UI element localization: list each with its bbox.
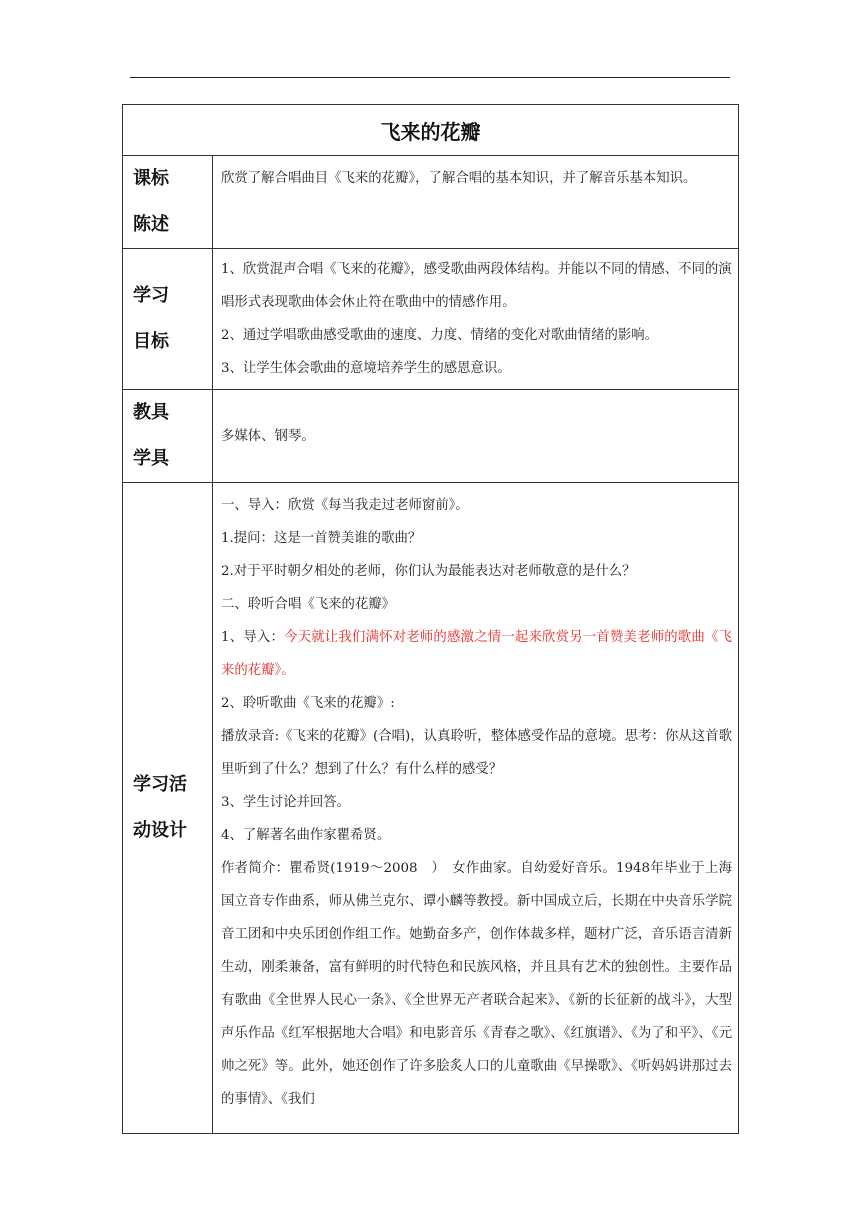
label-line: 学习活 <box>133 774 187 795</box>
objective-item: 2、通过学唱歌曲感受歌曲的速度、力度、情绪的变化对歌曲情绪的影响。 <box>221 328 659 343</box>
label-line: 学具 <box>133 448 169 469</box>
curriculum-paragraph: 欣赏了解合唱曲目《飞来的花瓣》，了解合唱的基本知识，并了解音乐基本知识。 <box>221 171 697 186</box>
label-line: 目标 <box>133 331 169 352</box>
header-rule <box>130 77 730 78</box>
tools-paragraph: 多媒体、钢琴。 <box>221 428 315 444</box>
label-line: 动设计 <box>133 820 187 841</box>
objective-item: 1、欣赏混声合唱《飞来的花瓣》，感受歌曲两段体结构。并能以不同的情感、不同的演唱形式表现歌曲体会休止符在歌曲中的情感作用。 <box>221 262 732 310</box>
activity-line: 2.对于平时朝夕相处的老师，你们认为最能表达对老师敬意的是什么？ <box>221 564 636 579</box>
tools-text <box>213 390 739 483</box>
curriculum-text <box>213 156 739 249</box>
activity-line: 2、聆听歌曲《飞来的花瓣》: <box>221 696 395 711</box>
intro-prefix: 1、导入： <box>221 630 285 645</box>
intro-highlight: 今天就让我们满怀对老师的感激之情一起来欣赏另一首赞美老师的歌曲《飞来的花瓣》。 <box>221 630 732 678</box>
activity-line: 播放录音:《飞来的花瓣》(合唱)，认真聆听，整体感受作品的意境。思考：你从这首歌里听到了什么？想到了什么？有什么样的感受？ <box>221 729 732 777</box>
activity-line: 二、聆听合唱《飞来的花瓣》 <box>221 597 396 612</box>
activity-line: 3、学生讨论并回答。 <box>221 795 351 810</box>
objectives-row <box>123 249 739 390</box>
lesson-plan-table <box>122 104 739 1134</box>
activities-text <box>213 483 739 1134</box>
label-line: 学习 <box>133 285 169 306</box>
tools-row <box>123 390 739 483</box>
objective-item: 3、让学生体会歌曲的意境培养学生的感恩意识。 <box>221 361 511 376</box>
composer-bio: 作者简介：瞿希贤(1919～2008 ） 女作曲家。自幼爱好音乐。1948年毕业于上海国立音专作曲系，师从佛兰克尔、谭小麟等教授。新中国成立后，长期在中央音乐学院音工团和中央乐团创作组工作。她勤奋多产，创作体裁多样，题材广泛，音乐语言清新生动，刚柔兼备，富有鲜明的时代特色和民族风格，并且具有艺术的独创性。主要作品有歌曲《全世界人民心一条》、《全世界无产者联合起来》、《新的长征新的战斗》，大型声乐作品《红军根据地大合唱》和电影音乐《青春之歌》、《红旗谱》、《为了和平》、《元帅之死》等。此外，她还创作了许多脍炙人口的儿童歌曲《早操歌》、《听妈妈讲那过去的事情》、《我们 <box>221 861 732 1107</box>
curriculum-row <box>123 156 739 249</box>
lesson-title: 飞来的花瓣 <box>123 105 739 156</box>
label-line: 教具 <box>133 402 169 423</box>
activity-line: 1.提问：这是一首赞美谁的歌曲？ <box>221 531 422 546</box>
tools-label <box>123 390 213 483</box>
curriculum-label <box>123 156 213 249</box>
label-line: 陈述 <box>133 214 169 235</box>
intro-line <box>221 621 732 687</box>
activity-line: 4、了解著名曲作家瞿希贤。 <box>221 828 391 843</box>
objectives-label <box>123 249 213 390</box>
label-line: 课标 <box>133 168 169 189</box>
activities-label <box>123 483 213 1134</box>
activities-row <box>123 483 739 1134</box>
activity-line: 一、导入：欣赏《每当我走过老师窗前》。 <box>221 498 469 513</box>
objectives-text <box>213 249 739 390</box>
